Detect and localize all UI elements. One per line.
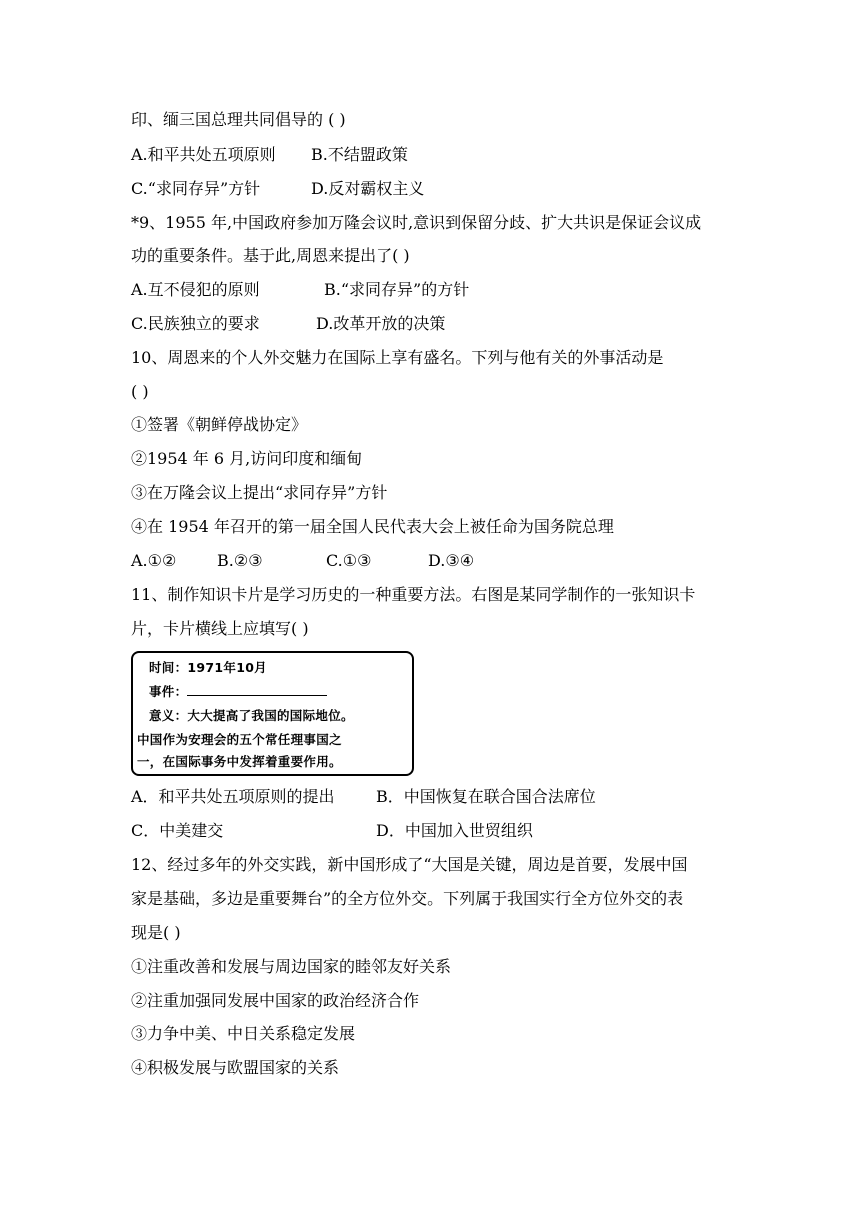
- q8-option-d: D.反对霸权主义: [311, 179, 425, 198]
- card-meaning-1: 意义：大大提高了我国的国际地位。: [149, 708, 354, 723]
- card-time: 时间：1971年10月: [149, 660, 267, 675]
- q8-options-row2: [131, 179, 424, 199]
- q8-options-row1: [131, 145, 408, 165]
- q8-option-c: C.“求同存异”方针: [131, 179, 261, 198]
- card-event-label: 事件：: [149, 684, 188, 699]
- q9-options-row1: [131, 280, 469, 300]
- q12-stem-line1: 12、经过多年的外交实践，新中国形成了“大国是关键，周边是首要，发展中国: [131, 855, 688, 874]
- q11-option-b: B．中国恢复在联合国合法席位: [376, 787, 596, 806]
- q10-stem-line2: ( ): [131, 382, 149, 401]
- q10-stem-line1: 10、周恩来的个人外交魅力在国际上享有盛名。下列与他有关的外事活动是: [131, 348, 664, 367]
- q8-stem-tail: 印、缅三国总理共同倡导的 ( ): [131, 110, 346, 129]
- q11-stem-line1: 11、制作知识卡片是学习历史的一种重要方法。右图是某同学制作的一张知识卡: [131, 585, 696, 604]
- q10-option-a: A.①②: [131, 551, 177, 570]
- q10-statement-2: ②1954 年 6 月,访问印度和缅甸: [131, 449, 363, 468]
- q10-option-b: B.②③: [217, 551, 263, 570]
- q12-statement-1: ①注重改善和发展与周边国家的睦邻友好关系: [131, 957, 452, 976]
- q10-statement-4: ④在 1954 年召开的第一届全国人民代表大会上被任命为国务院总理: [131, 517, 614, 536]
- q9-stem-line2: 功的重要条件。基于此,周恩来提出了( ): [131, 246, 410, 265]
- card-meaning-3: 一，在国际事务中发挥着重要作用。: [137, 754, 342, 769]
- card-meaning-2: 中国作为安理会的五个常任理事国之: [137, 732, 342, 747]
- q11-options-row2: [131, 821, 533, 841]
- knowledge-card: [131, 651, 414, 776]
- q9-stem-line1: *9、1955 年,中国政府参加万隆会议时,意识到保留分歧、扩大共识是保证会议成: [131, 213, 702, 232]
- q10-option-c: C.①③: [326, 551, 372, 570]
- q10-option-d: D.③④: [428, 551, 475, 570]
- card-event-blank: [187, 684, 327, 696]
- q10-statement-1: ①签署《朝鲜停战协定》: [131, 415, 308, 434]
- q12-stem-line3: 现是( ): [131, 923, 181, 942]
- q9-options-row2: [131, 314, 445, 334]
- q11-option-a: A．和平共处五项原则的提出: [131, 787, 335, 806]
- q9-option-a: A.互不侵犯的原则: [131, 280, 260, 299]
- q8-option-a: A.和平共处五项原则: [131, 145, 276, 164]
- q12-statement-4: ④积极发展与欧盟国家的关系: [131, 1058, 340, 1077]
- q8-option-b: B.不结盟政策: [311, 145, 408, 164]
- q10-options-row: [131, 551, 474, 571]
- q12-stem-line2: 家是基础，多边是重要舞台”的全方位外交。下列属于我国实行全方位外交的表: [131, 889, 684, 908]
- q11-option-c: C．中美建交: [131, 821, 224, 840]
- q11-option-d: D．中国加入世贸组织: [376, 821, 533, 840]
- q9-option-c: C.民族独立的要求: [131, 314, 260, 333]
- q12-statement-2: ②注重加强同发展中国家的政治经济合作: [131, 991, 420, 1010]
- q9-option-d: D.改革开放的决策: [316, 314, 446, 333]
- q10-statement-3: ③在万隆会议上提出“求同存异”方针: [131, 483, 388, 502]
- q11-stem-line2: 片，卡片横线上应填写( ): [131, 619, 309, 638]
- q12-statement-3: ③力争中美、中日关系稳定发展: [131, 1024, 356, 1043]
- q9-option-b: B.“求同存异”的方针: [324, 280, 470, 299]
- card-event-row: [149, 684, 327, 700]
- q11-options-row1: [131, 787, 596, 807]
